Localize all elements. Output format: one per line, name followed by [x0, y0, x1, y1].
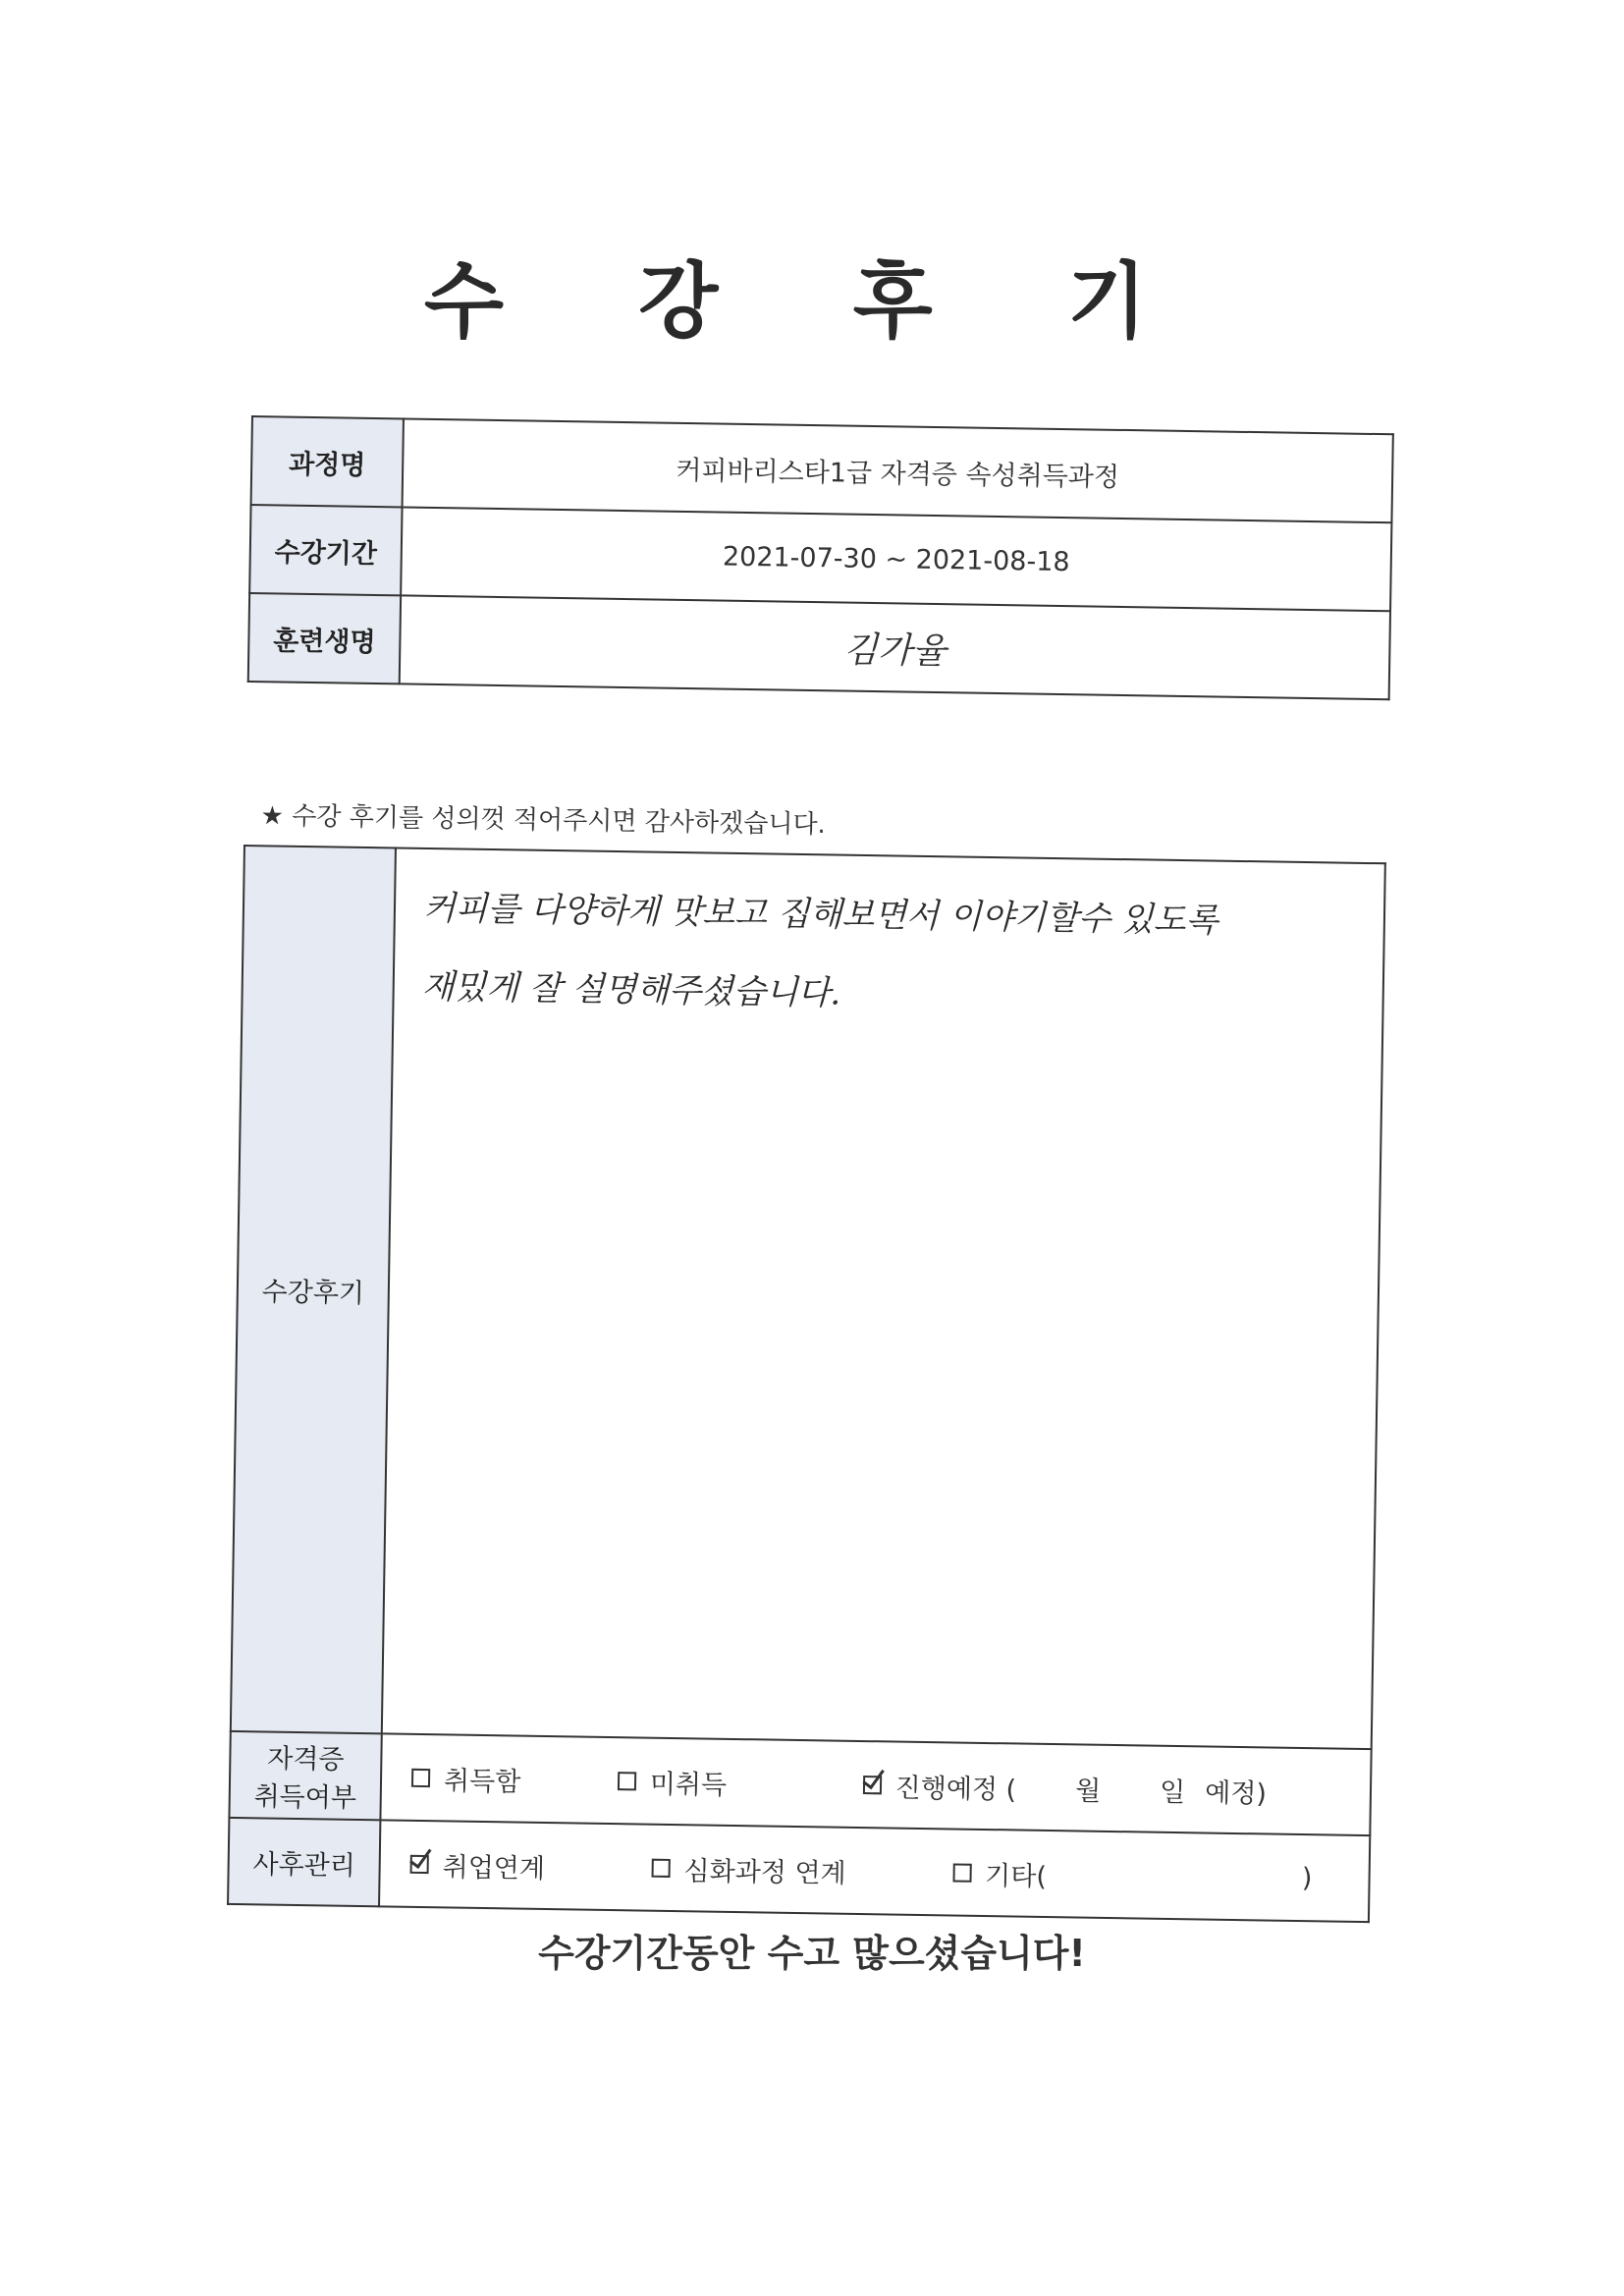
option-other-label: 기타( — [984, 1860, 1048, 1892]
aftercare-row — [228, 1818, 1370, 1922]
review-row — [231, 846, 1385, 1749]
certificate-label-line2: 취득여부 — [253, 1781, 357, 1814]
month-label: 월 — [1074, 1775, 1102, 1807]
planned-suffix: 예정) — [1205, 1777, 1268, 1809]
option-employment-label: 취업연계 — [442, 1851, 546, 1885]
certificate-label-line1: 자격증 — [267, 1743, 345, 1776]
course-value: 커피바리스타1급 자격증 속성취득과정 — [403, 418, 1393, 522]
closing-message: 수강기간동안 수고 많으셨습니다! — [538, 1932, 1086, 1975]
period-value: 2021-07-30 ~ 2021-08-18 — [401, 507, 1391, 611]
checkbox-other[interactable] — [952, 1863, 971, 1882]
option-not-acquired-label: 미취득 — [649, 1769, 728, 1801]
checkbox-advanced[interactable] — [651, 1858, 670, 1877]
review-line-1: 커피를 다양하게 맛보고 집해보면서 이야기할수 있도록 — [422, 888, 1218, 941]
course-info-table — [247, 415, 1394, 700]
day-label: 일 — [1159, 1777, 1186, 1808]
option-advanced[interactable] — [651, 1848, 846, 1889]
option-other-close: ) — [1301, 1862, 1313, 1893]
period-label: 수강기간 — [249, 505, 402, 595]
trainee-row — [248, 593, 1390, 699]
checkbox-not-acquired[interactable] — [618, 1772, 636, 1790]
notice-text: ★ 수강 후기를 성의껏 적어주시면 감사하겠습니다. — [260, 800, 827, 841]
option-employment[interactable] — [409, 1844, 545, 1885]
option-acquired-label: 취득함 — [443, 1765, 521, 1798]
aftercare-label: 사후관리 — [228, 1818, 380, 1906]
option-advanced-label: 심화과정 연계 — [683, 1855, 846, 1889]
trainee-label: 훈련생명 — [248, 593, 401, 683]
checkbox-acquired[interactable] — [411, 1768, 430, 1786]
option-planned-label: 진행예정 ( — [894, 1773, 1017, 1805]
page-title: 수 강 후 기 — [423, 253, 1201, 350]
option-acquired[interactable] — [411, 1758, 521, 1798]
option-not-acquired[interactable] — [618, 1762, 728, 1802]
review-body — [382, 847, 1385, 1749]
aftercare-options — [379, 1820, 1370, 1922]
certificate-options — [380, 1733, 1371, 1835]
review-line-2: 재밌게 잘 설명해주셨습니다. — [421, 966, 841, 1013]
course-label: 과정명 — [251, 416, 404, 507]
review-table — [227, 845, 1386, 1923]
checkbox-employment-checked[interactable] — [410, 1854, 429, 1873]
option-other[interactable] — [952, 1853, 1313, 1897]
trainee-name: 김가율 — [400, 595, 1390, 699]
option-planned[interactable] — [862, 1766, 1267, 1810]
certificate-label — [229, 1731, 381, 1820]
review-label: 수강후기 — [231, 846, 396, 1733]
checkbox-planned-checked[interactable] — [863, 1776, 882, 1794]
